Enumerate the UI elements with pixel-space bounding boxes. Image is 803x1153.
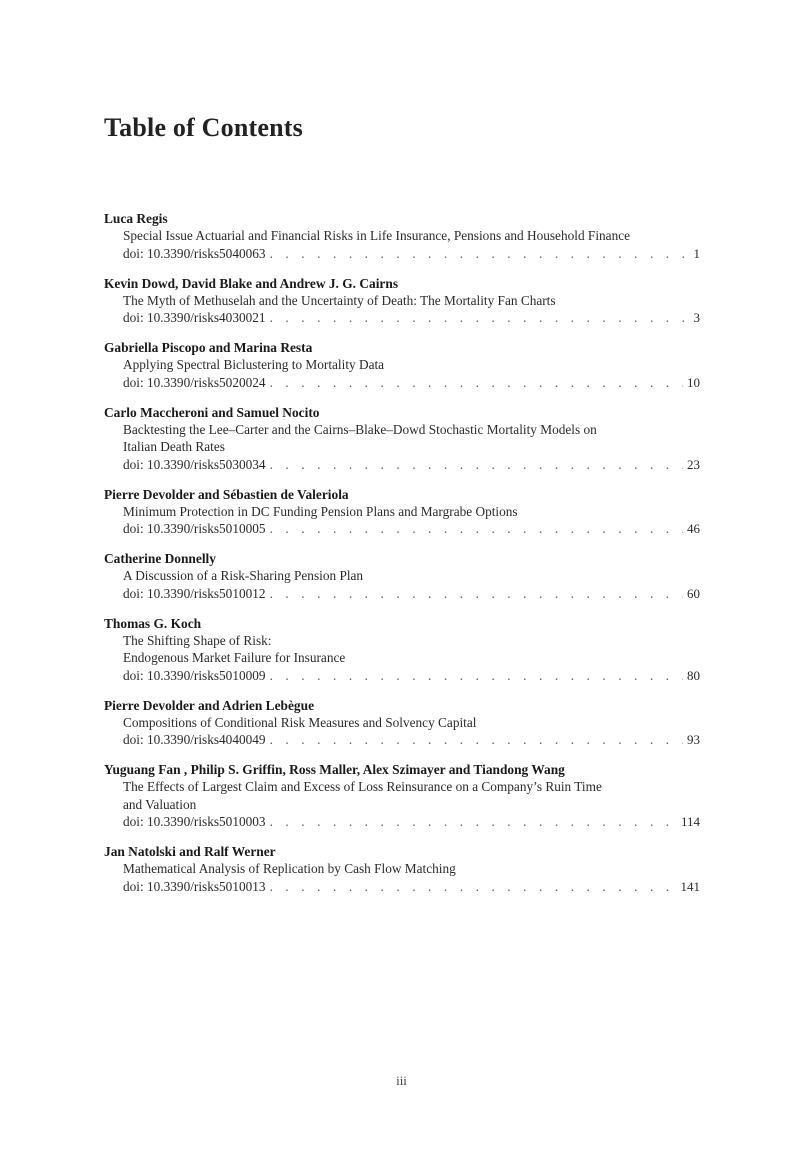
entry-doi: doi: 10.3390/risks4040049 xyxy=(123,732,266,747)
entry-page-number: 93 xyxy=(687,732,700,747)
entry-page-number: 46 xyxy=(687,521,700,536)
entry-doi: doi: 10.3390/risks5010005 xyxy=(123,521,266,536)
entry-doi-row xyxy=(104,309,700,327)
entry-doi: doi: 10.3390/risks5010009 xyxy=(123,667,266,683)
toc-entry xyxy=(104,275,700,327)
toc-entry xyxy=(104,697,700,749)
entry-doi: doi: 10.3390/risks5030034 xyxy=(123,456,266,472)
entry-doi-row xyxy=(104,667,700,685)
dot-leader xyxy=(270,520,683,538)
dot-leader xyxy=(270,309,690,327)
entry-authors: Kevin Dowd, David Blake and Andrew J. G. Cairns xyxy=(104,275,399,291)
entry-doi-row xyxy=(104,731,700,749)
entry-page-number: 114 xyxy=(680,814,700,829)
toc-list xyxy=(104,210,700,908)
page-title: Table of Contents xyxy=(104,113,303,142)
entry-doi: doi: 10.3390/risks5010012 xyxy=(123,585,266,601)
entry-doi-row xyxy=(104,813,700,831)
entry-doi: doi: 10.3390/risks5010013 xyxy=(123,878,266,894)
entry-title: Minimum Protection in DC Funding Pension Plans and Margrabe Options xyxy=(123,503,518,519)
dot-leader xyxy=(270,585,683,603)
entry-title: and Valuation xyxy=(123,796,197,812)
entry-doi-row xyxy=(104,520,700,538)
dot-leader xyxy=(270,374,683,392)
entry-doi: doi: 10.3390/risks5020024 xyxy=(123,374,266,390)
entry-title: Compositions of Conditional Risk Measures and Solvency Capital xyxy=(123,714,477,730)
toc-entry xyxy=(104,550,700,602)
entry-doi-row xyxy=(104,878,700,896)
dot-leader xyxy=(270,813,677,831)
entry-title: The Effects of Largest Claim and Excess of Loss Reinsurance on a Company’s Ruin Time xyxy=(123,779,602,794)
entry-authors: Pierre Devolder and Sébastien de Valeriola xyxy=(104,486,349,502)
entry-title: Applying Spectral Biclustering to Mortality Data xyxy=(123,357,385,372)
entry-doi-row xyxy=(104,456,700,474)
entry-page-number: 3 xyxy=(693,310,700,325)
entry-doi: doi: 10.3390/risks4030021 xyxy=(123,310,266,325)
entry-authors: Yuguang Fan , Philip S. Griffin, Ross Maller, Alex Szimayer and Tiandong Wang xyxy=(104,762,565,777)
entry-title: The Shifting Shape of Risk: xyxy=(123,632,272,648)
page-number: iii xyxy=(396,1073,407,1088)
toc-entry xyxy=(104,339,700,391)
entry-title: Endogenous Market Failure for Insurance xyxy=(123,650,346,665)
entry-authors: Catherine Donnelly xyxy=(104,551,216,566)
entry-page-number: 141 xyxy=(680,878,700,894)
entry-page-number: 10 xyxy=(687,374,700,390)
toc-entry xyxy=(104,761,700,831)
toc-entry xyxy=(104,615,700,685)
entry-doi: doi: 10.3390/risks5010003 xyxy=(123,814,266,829)
entry-title: Mathematical Analysis of Replication by Cash Flow Matching xyxy=(123,861,456,876)
entry-doi-row xyxy=(104,374,700,392)
entry-authors: Pierre Devolder and Adrien Lebègue xyxy=(104,697,315,713)
entry-authors: Luca Regis xyxy=(104,211,168,226)
entry-authors: Jan Natolski and Ralf Werner xyxy=(104,844,276,859)
entry-title: Special Issue Actuarial and Financial Risks in Life Insurance, Pensions and Household Finance xyxy=(123,228,631,243)
toc-entry xyxy=(104,486,700,538)
entry-doi-row xyxy=(104,585,700,603)
entry-page-number: 60 xyxy=(687,585,700,601)
dot-leader xyxy=(270,878,677,896)
entry-title: Italian Death Rates xyxy=(123,439,225,454)
dot-leader xyxy=(270,245,690,263)
toc-entry xyxy=(104,404,700,474)
toc-entry xyxy=(104,843,700,895)
entry-page-number: 80 xyxy=(687,667,700,683)
entry-title: A Discussion of a Risk-Sharing Pension Plan xyxy=(123,568,364,583)
entry-authors: Carlo Maccheroni and Samuel Nocito xyxy=(104,404,320,420)
entry-doi: doi: 10.3390/risks5040063 xyxy=(123,245,266,261)
entry-title: The Myth of Methuselah and the Uncertainty of Death: The Mortality Fan Charts xyxy=(123,292,556,308)
entry-authors: Gabriella Piscopo and Marina Resta xyxy=(104,340,313,355)
dot-leader xyxy=(270,456,683,474)
entry-page-number: 1 xyxy=(693,245,700,261)
entry-page-number: 23 xyxy=(687,456,700,472)
dot-leader xyxy=(270,731,683,749)
entry-authors: Thomas G. Koch xyxy=(104,615,202,631)
entry-title: Backtesting the Lee–Carter and the Cairns–Blake–Dowd Stochastic Mortality Models on xyxy=(123,421,597,437)
toc-entry xyxy=(104,210,700,262)
dot-leader xyxy=(270,667,683,685)
entry-doi-row xyxy=(104,245,700,263)
